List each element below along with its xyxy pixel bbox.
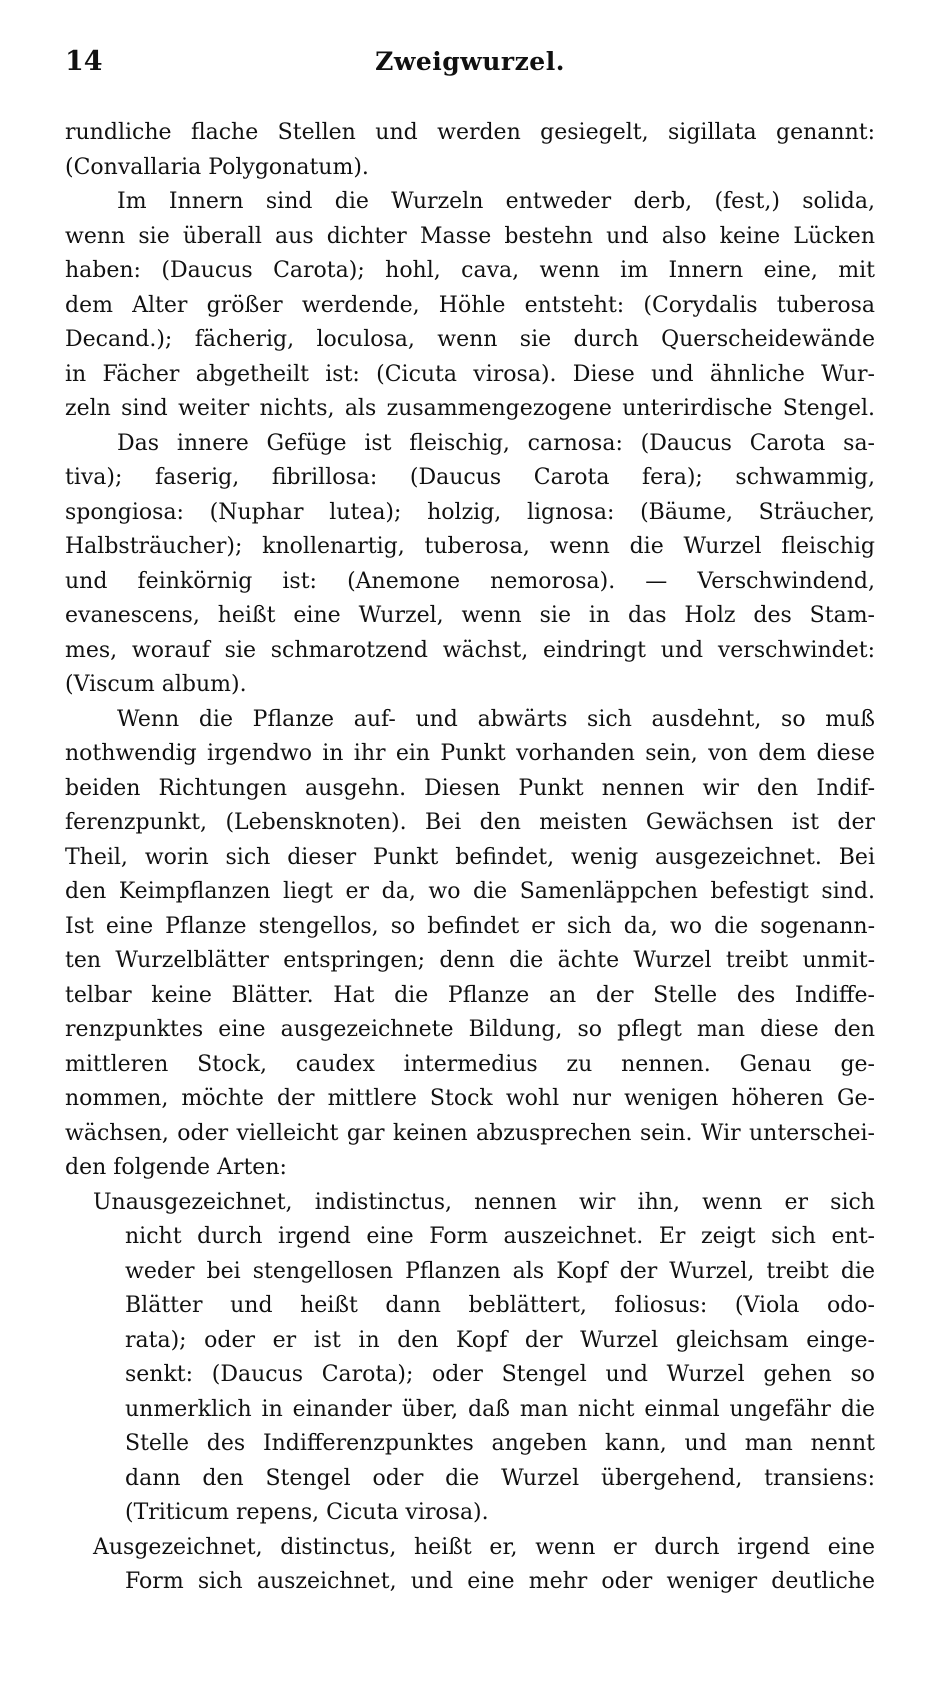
- text-line: spongiosa: (Nuphar lutea); holzig, lignosa: (Bäume, Sträucher,: [65, 499, 875, 525]
- text-line: Halbsträucher); knollenartig, tuberosa, wenn die Wurzel fleischig: [65, 534, 875, 559]
- text-line: haben: (Daucus Carota); hohl, cava, wenn im Innern eine, mit: [65, 258, 875, 283]
- text-line: weder bei stengellosen Pflanzen als Kopf der Wurzel, treibt die: [125, 1258, 875, 1284]
- text-line: zeln sind weiter nichts, als zusammengezogene unterirdische Stengel.: [65, 396, 875, 421]
- text-line: Unausgezeichnet, indistinctus, nennen wir ihn, wenn er sich: [93, 1189, 875, 1215]
- text-line: (Convallaria Polygonatum).: [65, 154, 369, 180]
- text-line: Form sich auszeichnet, und eine mehr oder weniger deutliche: [125, 1569, 875, 1594]
- text-line: in Fächer abgetheilt ist: (Cicuta virosa). Diese und ähnliche Wur-: [65, 361, 875, 387]
- text-line: (Viscum album).: [65, 672, 247, 697]
- text-line: evanescens, heißt eine Wurzel, wenn sie in das Holz des Stam-: [65, 603, 875, 628]
- page-number: 14: [65, 46, 103, 77]
- body-text: [65, 116, 875, 1600]
- text-line: mes, worauf sie schmarotzend wächst, eindringt und verschwindet:: [65, 637, 875, 663]
- text-line: (Triticum repens, Cicuta virosa).: [125, 1500, 489, 1525]
- text-line: telbar keine Blätter. Hat die Pflanze an der Stelle des Indiffe-: [65, 982, 875, 1008]
- text-line: Decand.); fächerig, loculosa, wenn sie durch Querscheidewände: [65, 327, 875, 352]
- text-line: tiva); faserig, fibrillosa: (Daucus Carota fera); schwammig,: [65, 465, 875, 490]
- text-line: wächsen, oder vielleicht gar keinen abzusprechen sein. Wir unterschei-: [65, 1120, 875, 1146]
- text-line: rundliche flache Stellen und werden gesiegelt, sigillata genannt:: [65, 120, 875, 145]
- text-line: den Keimpflanzen liegt er da, wo die Samenläppchen befestigt sind.: [65, 879, 875, 904]
- text-line: Theil, worin sich dieser Punkt befindet, wenig ausgezeichnet. Bei: [65, 844, 875, 870]
- text-line: senkt: (Daucus Carota); oder Stengel und Wurzel gehen so: [125, 1362, 875, 1387]
- text-line: beiden Richtungen ausgehn. Diesen Punkt nennen wir den Indif-: [65, 775, 875, 801]
- text-line: nothwendig irgendwo in ihr ein Punkt vorhanden sein, von dem diese: [65, 741, 875, 766]
- text-line: dem Alter größer werdende, Höhle entsteht: (Corydalis tuberosa: [65, 292, 875, 318]
- text-line: Wenn die Pflanze auf- und abwärts sich ausdehnt, so muß: [117, 706, 875, 732]
- page-header: [65, 44, 875, 94]
- text-line: rata); oder er ist in den Kopf der Wurzel gleichsam einge-: [125, 1327, 875, 1353]
- text-line: Ausgezeichnet, distinctus, heißt er, wenn er durch irgend eine: [93, 1534, 875, 1560]
- text-line: dann den Stengel oder die Wurzel übergehend, transiens:: [125, 1465, 875, 1491]
- text-line: wenn sie überall aus dichter Masse bestehn und also keine Lücken: [65, 223, 875, 249]
- text-line: Ist eine Pflanze stengellos, so befindet er sich da, wo die sogenann-: [65, 913, 875, 939]
- text-line: nicht durch irgend eine Form auszeichnet. Er zeigt sich ent-: [125, 1224, 875, 1249]
- text-line: Im Innern sind die Wurzeln entweder derb, (fest,) solida,: [117, 189, 875, 214]
- text-line: ten Wurzelblätter entspringen; denn die ächte Wurzel treibt unmit-: [65, 948, 875, 973]
- text-line: nommen, möchte der mittlere Stock wohl nur wenigen höheren Ge-: [65, 1086, 875, 1111]
- text-line: den folgende Arten:: [65, 1155, 287, 1180]
- text-line: ferenzpunkt, (Lebensknoten). Bei den meisten Gewächsen ist der: [65, 810, 875, 835]
- text-line: Das innere Gefüge ist fleischig, carnosa: (Daucus Carota sa-: [117, 430, 875, 456]
- running-head: Zweigwurzel.: [375, 47, 565, 76]
- text-line: unmerklich in einander über, daß man nicht einmal ungefähr die: [125, 1396, 875, 1422]
- text-line: Stelle des Indifferenzpunktes angeben kann, und man nennt: [125, 1431, 875, 1456]
- text-line: und feinkörnig ist: (Anemone nemorosa). — Verschwindend,: [65, 568, 875, 594]
- text-line: mittleren Stock, caudex intermedius zu nennen. Genau ge-: [65, 1051, 875, 1077]
- text-line: renzpunktes eine ausgezeichnete Bildung, so pflegt man diese den: [65, 1017, 875, 1042]
- text-line: Blätter und heißt dann beblättert, foliosus: (Viola odo-: [125, 1293, 875, 1318]
